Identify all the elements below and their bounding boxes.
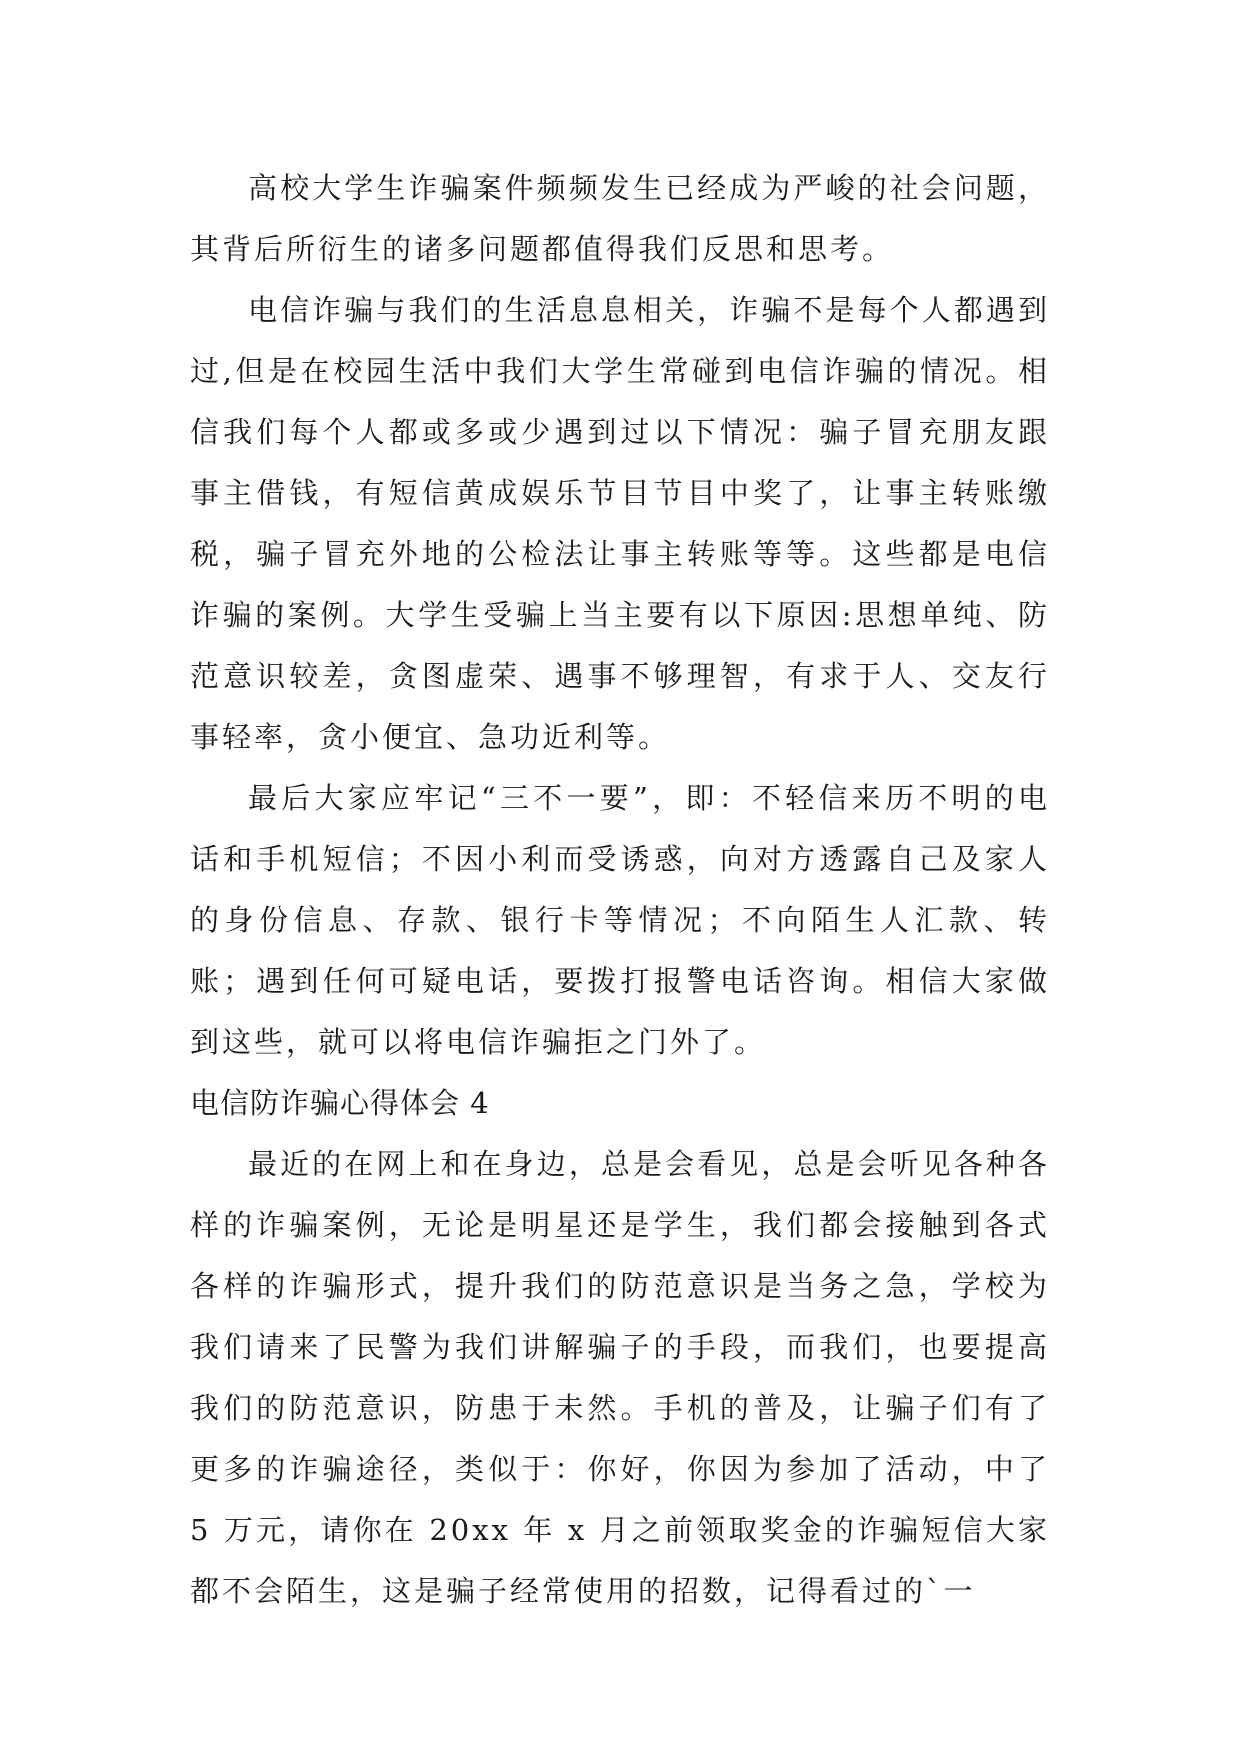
document-body [190, 158, 1050, 1622]
paragraph-4: 最近的在网上和在身边，总是会看见，总是会听见各种各样的诈骗案例，无论是明星还是学生，我们都会接触到各式各样的诈骗形式，提升我们的防范意识是当务之急，学校为我们请来了民警为我们讲解骗子的手段，而我们，也要提高我们的防范意识，防患于未然。手机的普及，让骗子们有了更多的诈骗途径，类似于：你好，你因为参加了活动，中了 5 万元，请你在 20xx 年 x 月之前领取奖金的诈骗短信大家都不会陌生，这是骗子经常使用的招数，记得看过的`一 [190, 1147, 1050, 1608]
paragraph-2: 电信诈骗与我们的生活息息相关，诈骗不是每个人都遇到过,但是在校园生活中我们大学生常碰到电信诈骗的情况。相信我们每个人都或多或少遇到过以下情况：骗子冒充朋友跟事主借钱，有短信黄成娱乐节目节目中奖了，让事主转账缴税，骗子冒充外地的公检法让事主转账等等。这些都是电信诈骗的案例。大学生受骗上当主要有以下原因:思想单纯、防范意识较差，贪图虚荣、遇事不够理智，有求于人、交友行事轻率，贪小便宜、急功近利等。 [190, 293, 1050, 754]
paragraph-3: 最后大家应牢记“三不一要”，即：不轻信来历不明的电话和手机短信；不因小利而受诱惑，向对方透露自己及家人的身份信息、存款、银行卡等情况；不向陌生人汇款、转账；遇到任何可疑电话，要拨打报警电话咨询。相信大家做到这些，就可以将电信诈骗拒之门外了。 [190, 781, 1050, 1059]
paragraph-1: 高校大学生诈骗案件频频发生已经成为严峻的社会问题，其背后所衍生的诸多问题都值得我们反思和思考。 [190, 171, 1050, 266]
section-heading: 电信防诈骗心得体会 4 [190, 1086, 490, 1120]
